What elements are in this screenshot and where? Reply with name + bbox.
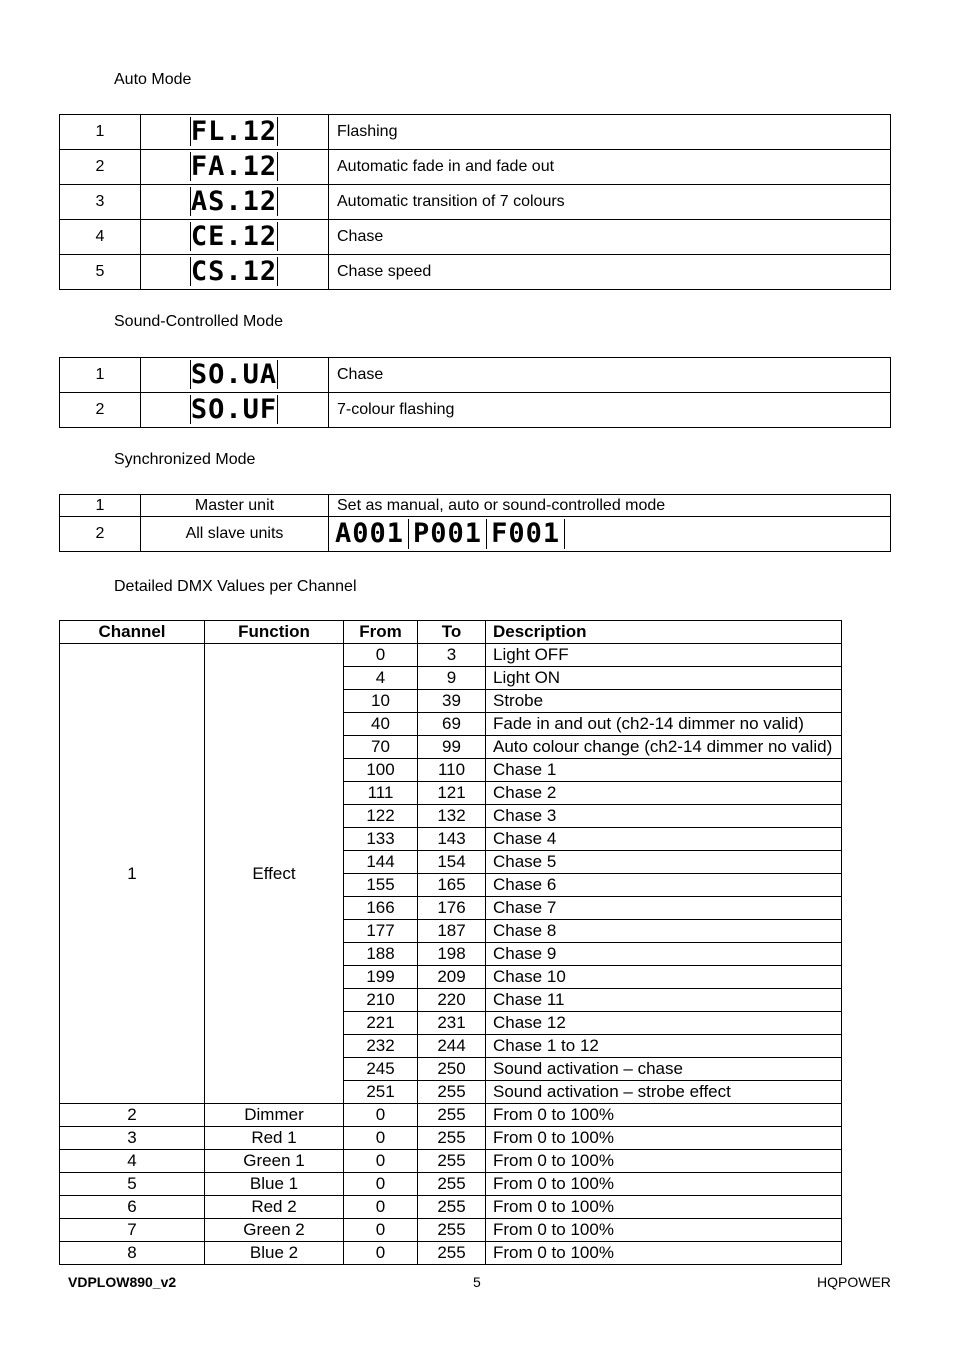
to-cell: 9	[418, 667, 486, 690]
description-cell: Fade in and out (ch2-14 dimmer no valid)	[486, 713, 842, 736]
description-cell: Chase 9	[486, 943, 842, 966]
description-cell: Sound activation – chase	[486, 1058, 842, 1081]
led-display: SO.UF	[190, 394, 278, 425]
table-row	[60, 1173, 842, 1196]
header-from: From	[344, 621, 418, 644]
channel-cell: 2	[60, 1104, 205, 1127]
channel-cell: 8	[60, 1242, 205, 1265]
row-description: Automatic transition of 7 colours	[329, 185, 891, 220]
from-cell: 0	[344, 1219, 418, 1242]
channel-cell: 6	[60, 1196, 205, 1219]
from-cell: 0	[344, 644, 418, 667]
unit-label: All slave units	[141, 517, 329, 552]
led-display-cell	[141, 150, 329, 185]
from-cell: 221	[344, 1012, 418, 1035]
led-display: CS.12	[190, 256, 278, 287]
sound-mode-title: Sound-Controlled Mode	[114, 313, 283, 330]
from-cell: 4	[344, 667, 418, 690]
from-cell: 155	[344, 874, 418, 897]
to-cell: 187	[418, 920, 486, 943]
to-cell: 143	[418, 828, 486, 851]
led-display-address: A001	[335, 519, 409, 549]
description-cell: Chase 7	[486, 897, 842, 920]
from-cell: 0	[344, 1150, 418, 1173]
row-description: Chase	[329, 358, 891, 393]
to-cell: 3	[418, 644, 486, 667]
function-cell: Green 2	[205, 1219, 344, 1242]
dmx-values-table	[59, 620, 842, 1265]
from-cell: 122	[344, 805, 418, 828]
table-row	[60, 495, 891, 517]
header-to: To	[418, 621, 486, 644]
to-cell: 69	[418, 713, 486, 736]
description-cell: From 0 to 100%	[486, 1173, 842, 1196]
row-number: 3	[60, 185, 141, 220]
led-display-program: P001	[413, 519, 487, 549]
to-cell: 255	[418, 1242, 486, 1265]
from-cell: 166	[344, 897, 418, 920]
description-cell: Chase 1 to 12	[486, 1035, 842, 1058]
led-display-cell	[141, 358, 329, 393]
to-cell: 165	[418, 874, 486, 897]
table-row	[60, 1127, 842, 1150]
led-display: CE.12	[190, 221, 278, 252]
auto-mode-title: Auto Mode	[114, 71, 192, 88]
table-row	[60, 220, 891, 255]
from-cell: 0	[344, 1196, 418, 1219]
table-row	[60, 1150, 842, 1173]
description-cell: From 0 to 100%	[486, 1219, 842, 1242]
table-row	[60, 1196, 842, 1219]
to-cell: 209	[418, 966, 486, 989]
description-cell: Chase 2	[486, 782, 842, 805]
from-cell: 245	[344, 1058, 418, 1081]
to-cell: 132	[418, 805, 486, 828]
to-cell: 255	[418, 1150, 486, 1173]
led-display-cell	[141, 220, 329, 255]
to-cell: 255	[418, 1219, 486, 1242]
description-cell: Sound activation – strobe effect	[486, 1081, 842, 1104]
function-cell: Green 1	[205, 1150, 344, 1173]
table-row	[60, 1104, 842, 1127]
led-display: SO.UA	[190, 359, 278, 390]
row-number: 5	[60, 255, 141, 290]
to-cell: 176	[418, 897, 486, 920]
from-cell: 177	[344, 920, 418, 943]
channel-cell: 7	[60, 1219, 205, 1242]
from-cell: 0	[344, 1242, 418, 1265]
description-cell: Chase 4	[486, 828, 842, 851]
to-cell: 99	[418, 736, 486, 759]
to-cell: 255	[418, 1081, 486, 1104]
description-cell: Auto colour change (ch2-14 dimmer no valid)	[486, 736, 842, 759]
header-function: Function	[205, 621, 344, 644]
from-cell: 251	[344, 1081, 418, 1104]
row-number: 1	[60, 115, 141, 150]
row-number: 2	[60, 150, 141, 185]
table-row	[60, 150, 891, 185]
from-cell: 111	[344, 782, 418, 805]
from-cell: 0	[344, 1104, 418, 1127]
from-cell: 0	[344, 1173, 418, 1196]
description-cell: From 0 to 100%	[486, 1242, 842, 1265]
description-cell: Chase 10	[486, 966, 842, 989]
to-cell: 39	[418, 690, 486, 713]
function-cell: Blue 2	[205, 1242, 344, 1265]
table-row	[60, 115, 891, 150]
footer-page-number: 5	[473, 1274, 481, 1290]
sync-mode-table	[59, 494, 891, 552]
from-cell: 144	[344, 851, 418, 874]
to-cell: 255	[418, 1104, 486, 1127]
sync-mode-title: Synchronized Mode	[114, 451, 256, 468]
description-cell: Chase 12	[486, 1012, 842, 1035]
table-row	[60, 185, 891, 220]
row-description: Chase speed	[329, 255, 891, 290]
footer-model: VDPLOW890_v2	[68, 1274, 177, 1290]
description-cell: From 0 to 100%	[486, 1104, 842, 1127]
to-cell: 250	[418, 1058, 486, 1081]
header-description: Description	[486, 621, 842, 644]
to-cell: 244	[418, 1035, 486, 1058]
header-channel: Channel	[60, 621, 205, 644]
to-cell: 198	[418, 943, 486, 966]
description-cell: Chase 8	[486, 920, 842, 943]
table-row	[60, 393, 891, 428]
row-number: 1	[60, 358, 141, 393]
slave-display-cell	[329, 517, 891, 552]
to-cell: 255	[418, 1196, 486, 1219]
table-row	[60, 1219, 842, 1242]
led-display-cell	[141, 185, 329, 220]
channel-cell: 5	[60, 1173, 205, 1196]
description-cell: From 0 to 100%	[486, 1127, 842, 1150]
led-display: AS.12	[190, 186, 278, 217]
function-cell: Red 1	[205, 1127, 344, 1150]
from-cell: 70	[344, 736, 418, 759]
description-cell: From 0 to 100%	[486, 1150, 842, 1173]
from-cell: 199	[344, 966, 418, 989]
function-cell: Blue 1	[205, 1173, 344, 1196]
table-row	[60, 358, 891, 393]
table-row	[60, 1242, 842, 1265]
description-cell: Strobe	[486, 690, 842, 713]
from-cell: 232	[344, 1035, 418, 1058]
row-number: 1	[60, 495, 141, 517]
from-cell: 210	[344, 989, 418, 1012]
row-number: 2	[60, 393, 141, 428]
row-description: Set as manual, auto or sound-controlled mode	[329, 495, 891, 517]
channel-cell: 1	[60, 644, 205, 1104]
table-row	[60, 644, 842, 667]
sound-mode-table	[59, 357, 891, 428]
from-cell: 100	[344, 759, 418, 782]
to-cell: 121	[418, 782, 486, 805]
led-display: FA.12	[190, 151, 278, 182]
table-header-row	[60, 621, 842, 644]
from-cell: 133	[344, 828, 418, 851]
description-cell: Chase 5	[486, 851, 842, 874]
led-display-function: F001	[491, 519, 565, 549]
footer-brand: HQPOWER	[817, 1274, 891, 1290]
table-row	[60, 517, 891, 552]
unit-label: Master unit	[141, 495, 329, 517]
row-number: 4	[60, 220, 141, 255]
to-cell: 154	[418, 851, 486, 874]
description-cell: Chase 1	[486, 759, 842, 782]
row-description: Automatic fade in and fade out	[329, 150, 891, 185]
row-description: 7-colour flashing	[329, 393, 891, 428]
row-number: 2	[60, 517, 141, 552]
row-description: Chase	[329, 220, 891, 255]
description-cell: Light OFF	[486, 644, 842, 667]
function-cell: Effect	[205, 644, 344, 1104]
row-description: Flashing	[329, 115, 891, 150]
channel-cell: 3	[60, 1127, 205, 1150]
from-cell: 0	[344, 1127, 418, 1150]
auto-mode-table	[59, 114, 891, 290]
dmx-title: Detailed DMX Values per Channel	[114, 578, 357, 595]
led-display: FL.12	[190, 116, 278, 147]
description-cell: From 0 to 100%	[486, 1196, 842, 1219]
function-cell: Dimmer	[205, 1104, 344, 1127]
description-cell: Chase 3	[486, 805, 842, 828]
to-cell: 231	[418, 1012, 486, 1035]
description-cell: Light ON	[486, 667, 842, 690]
table-row	[60, 255, 891, 290]
from-cell: 188	[344, 943, 418, 966]
to-cell: 110	[418, 759, 486, 782]
from-cell: 10	[344, 690, 418, 713]
led-display-cell	[141, 393, 329, 428]
description-cell: Chase 6	[486, 874, 842, 897]
led-display-cell	[141, 115, 329, 150]
to-cell: 255	[418, 1127, 486, 1150]
led-display-cell	[141, 255, 329, 290]
description-cell: Chase 11	[486, 989, 842, 1012]
from-cell: 40	[344, 713, 418, 736]
to-cell: 220	[418, 989, 486, 1012]
to-cell: 255	[418, 1173, 486, 1196]
function-cell: Red 2	[205, 1196, 344, 1219]
channel-cell: 4	[60, 1150, 205, 1173]
